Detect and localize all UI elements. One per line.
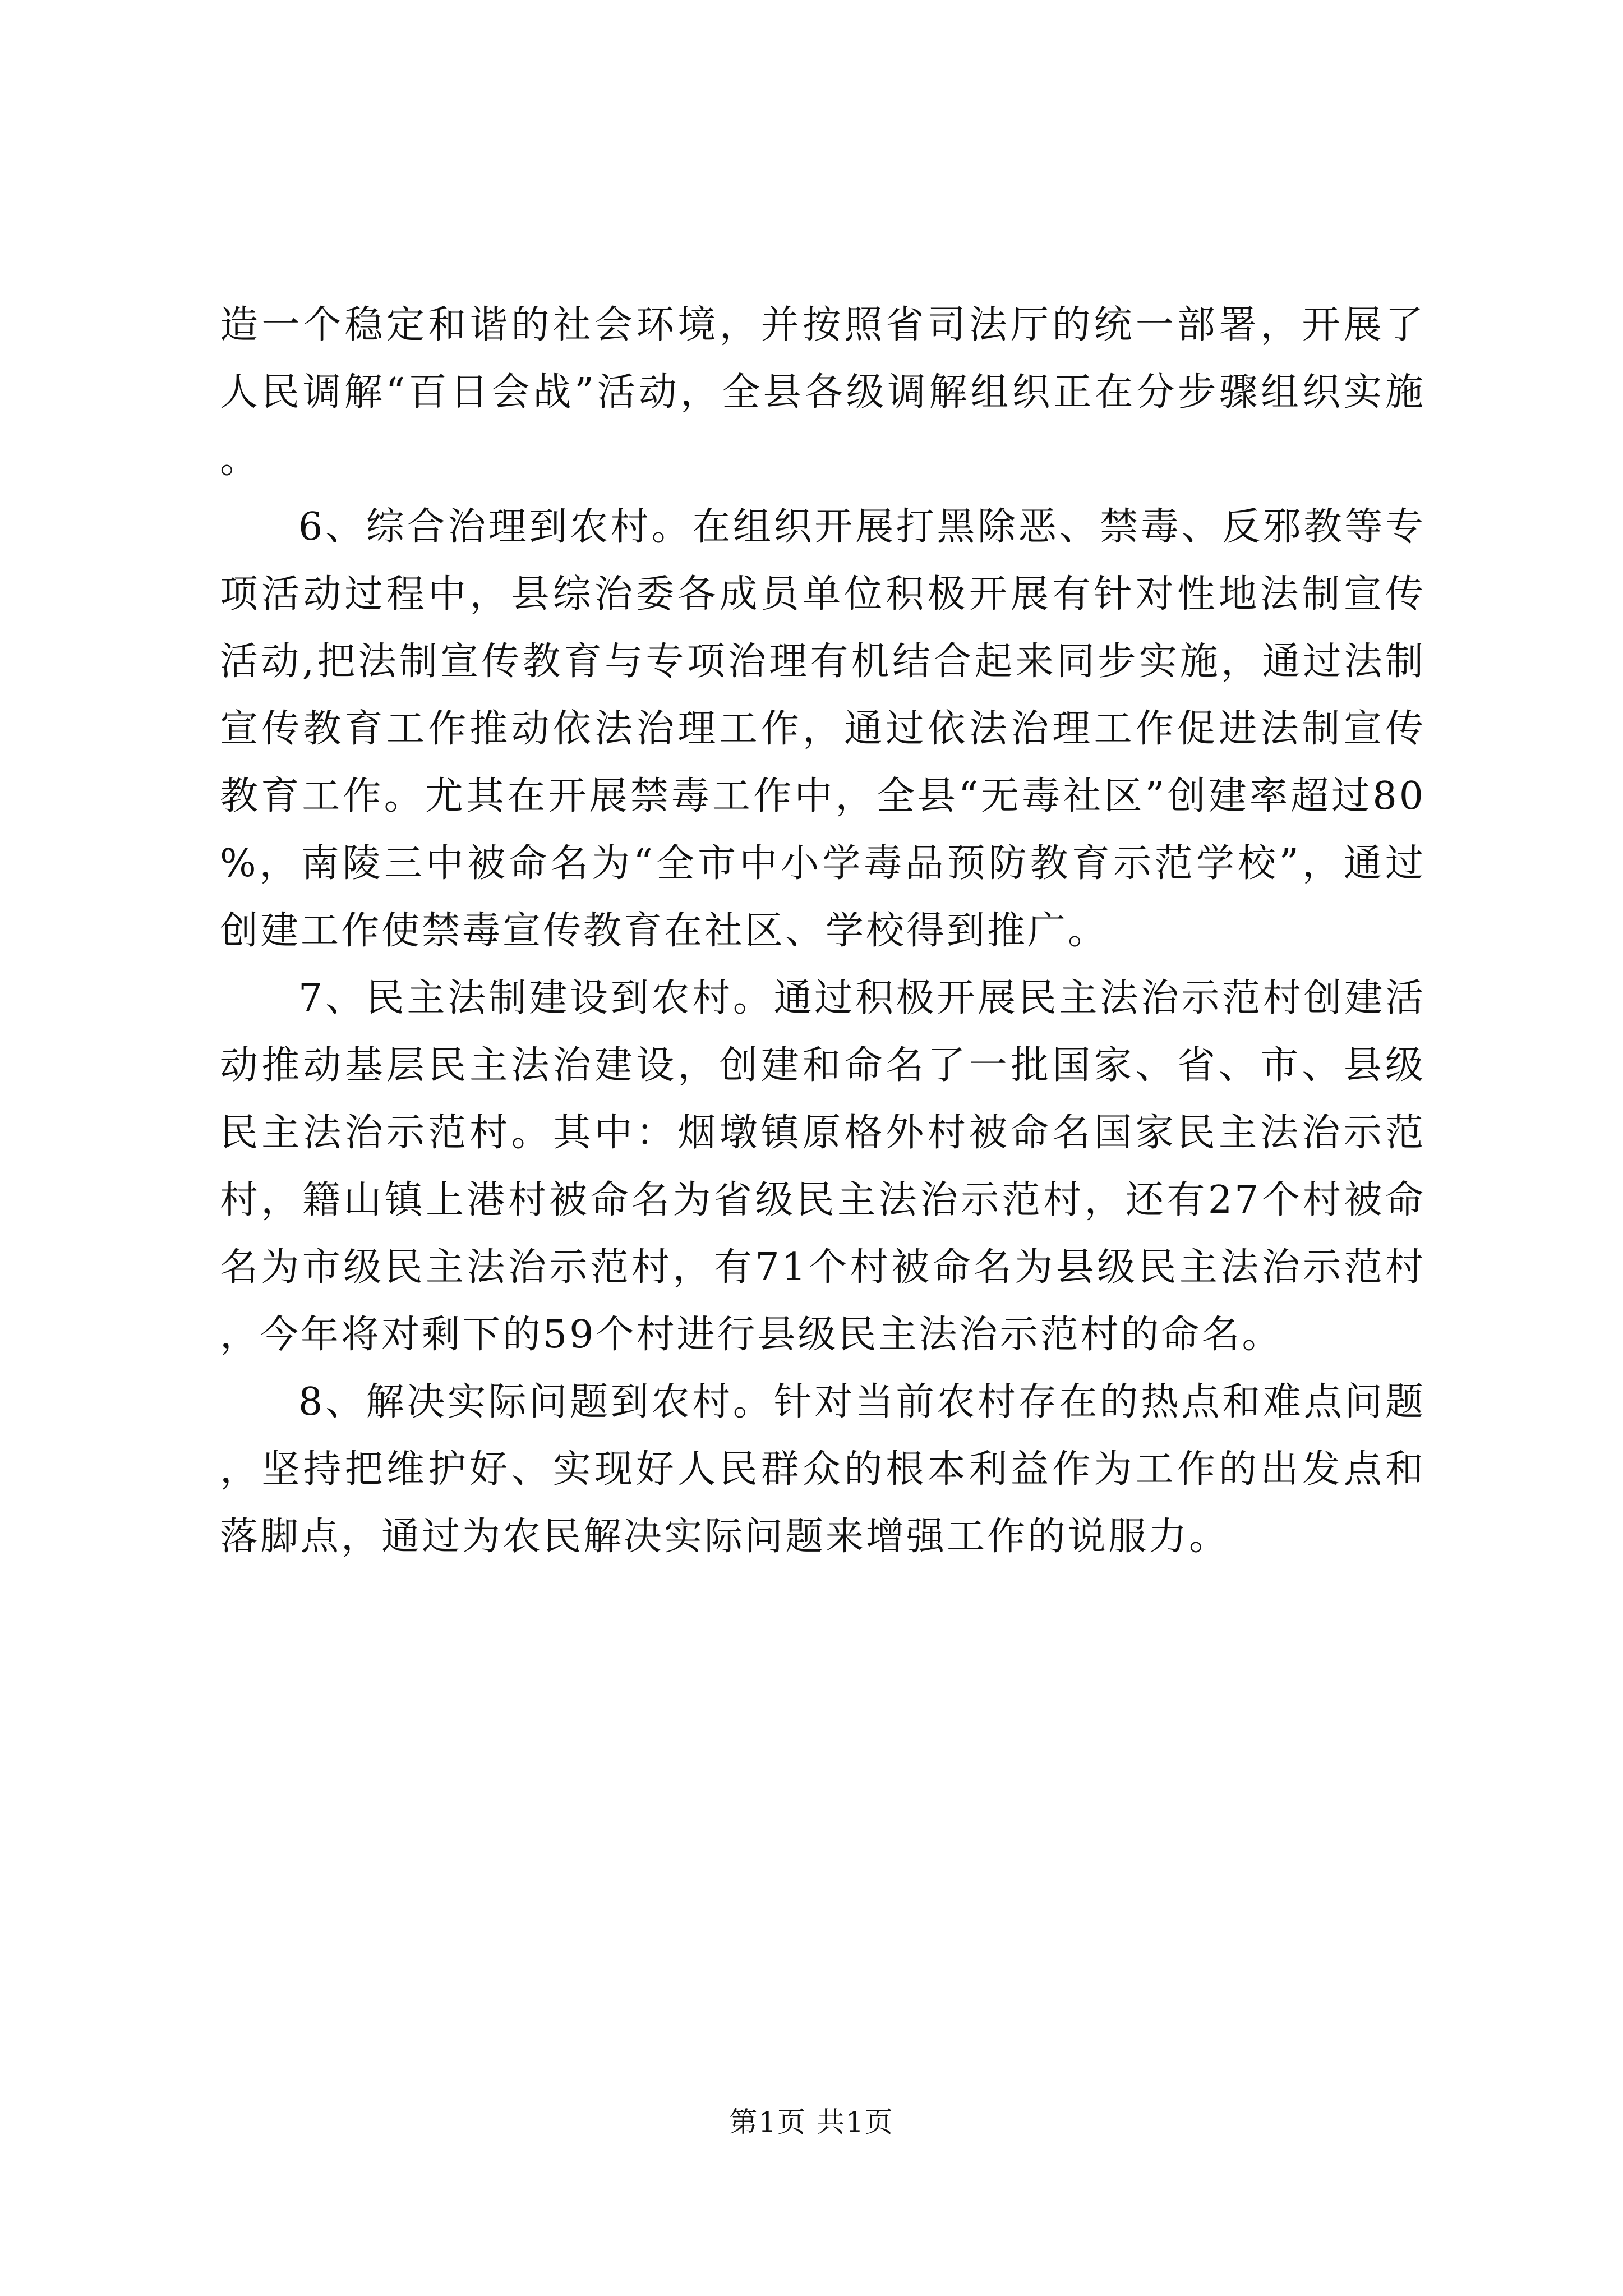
paragraph-item-8: 8、解决实际问题到农村。针对当前农村存在的热点和难点问题，坚持把维护好、实现好人民群众的根本利益作为工作的出发点和落脚点，通过为农民解决实际问题来增强工作的说服力。 <box>220 1380 1426 1559</box>
paragraph-continuation: 造一个稳定和谐的社会环境，并按照省司法厅的统一部署，开展了人民调解“百日会战”活动，全县各级调解组织正在分步骤组织实施。 <box>220 303 1426 482</box>
page-footer: 第1页 共1页 <box>729 2106 894 2138</box>
paragraph-item-7: 7、民主法制建设到农村。通过积极开展民主法治示范村创建活动推动基层民主法治建设，创建和命名了一批国家、省、市、县级民主法治示范村。其中：烟墩镇原格外村被命名国家民主法治示范村，籍山镇上港村被命名为省级民主法治示范村，还有27个村被命名为市级民主法治示范村，有71个村被命名为县级民主法治示范村，今年将对剩下的59个村进行县级民主法治示范村的命名。 <box>220 976 1426 1357</box>
paragraph-item-6: 6、综合治理到农村。在组织开展打黑除恶、禁毒、反邪教等专项活动过程中，县综治委各成员单位积极开展有针对性地法制宣传活动,把法制宣传教育与专项治理有机结合起来同步实施，通过法制宣传教育工作推动依法治理工作，通过依法治理工作促进法制宣传教育工作。尤其在开展禁毒工作中，全县“无毒社区”创建率超过80%，南陵三中被命名为“全市中小学毒品预防教育示范学校”，通过创建工作使禁毒宣传教育在社区、学校得到推广。 <box>220 505 1426 953</box>
document-body <box>220 292 1426 1571</box>
